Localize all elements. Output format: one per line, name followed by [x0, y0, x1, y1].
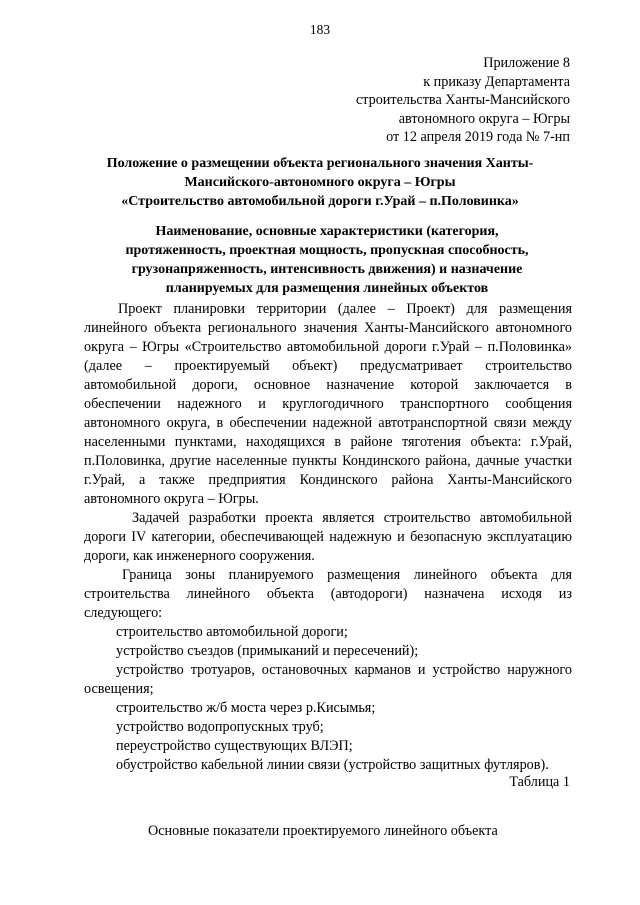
list-item: устройство водопропускных труб; — [116, 719, 324, 735]
table-title: Основные показатели проектируемого линейного объекта — [148, 823, 498, 839]
title-line: «Строительство автомобильной дороги г.Урай – п.Половинка» — [121, 194, 519, 209]
section-heading — [82, 222, 572, 298]
page-number: 183 — [309, 22, 331, 37]
title-line: Мансийского-автономного округа – Югры — [184, 175, 456, 190]
heading-line: протяженность, проектная мощность, пропускная способность, — [125, 243, 529, 258]
table-label: Таблица 1 — [509, 774, 570, 790]
paragraph: Задачей разработки проекта является строительство автомобильной дороги IV категории, обеспечивающей надежную и безопасную эксплуатацию дороги, как инженерного сооружения. — [84, 510, 572, 564]
list-item: обустройство кабельной линии связи (устройство защитных футляров). — [116, 757, 549, 773]
appendix-line: Приложение 8 — [483, 55, 570, 71]
list-item: строительство ж/б моста через р.Кисымья; — [116, 700, 376, 716]
list-item: переустройство существующих ВЛЭП; — [116, 738, 353, 754]
appendix-line: к приказу Департамента — [423, 73, 570, 90]
title-line: Положение о размещении объекта регионального значения Ханты- — [106, 156, 534, 171]
heading-line: грузонапряженность, интенсивность движения) и назначение — [131, 262, 523, 277]
list-item: устройство тротуаров, остановочных карманов и устройство наружного освещения; — [84, 662, 572, 697]
body-text — [84, 300, 572, 775]
document-title — [70, 154, 570, 211]
paragraph: Граница зоны планируемого размещения линейного объекта для строительства линейного объекта (автодороги) назначена исходя из следующего: — [84, 567, 572, 621]
appendix-line: автономного округа – Югры — [398, 110, 570, 127]
appendix-line: от 12 апреля 2019 года № 7-нп — [386, 129, 570, 145]
appendix-line: строительства Ханты-Мансийского — [355, 92, 570, 108]
list-item: устройство съездов (примыканий и пересечений); — [116, 643, 419, 659]
heading-line: планируемых для размещения линейных объектов — [165, 281, 489, 296]
heading-line: Наименование, основные характеристики (категория, — [155, 224, 499, 239]
appendix-reference — [250, 54, 570, 147]
list-item: строительство автомобильной дороги; — [116, 624, 348, 640]
paragraph: Проект планировки территории (далее – Проект) для размещения линейного объекта регионального значения Ханты-Мансийского автономного округа – Югры «Строительство автомобильной дороги г.Урай – п.Половинка» (далее – проектируемый объект) предусматривает строительство автомобильной дороги, основное назначение которой заключается в обеспечении надежного и круглогодичного транспортного сообщения автономного округа, в обеспечении надежной автотранспортной связи между населенными пунктами, находящихся в районе тяготения объекта: г.Урай, п.Половинка, другие населенные пункты Кондинского района, дачные участки г.Урай, а также предприятия Кондинского района Ханты-Мансийского автономного округа – Югры. — [84, 301, 572, 507]
